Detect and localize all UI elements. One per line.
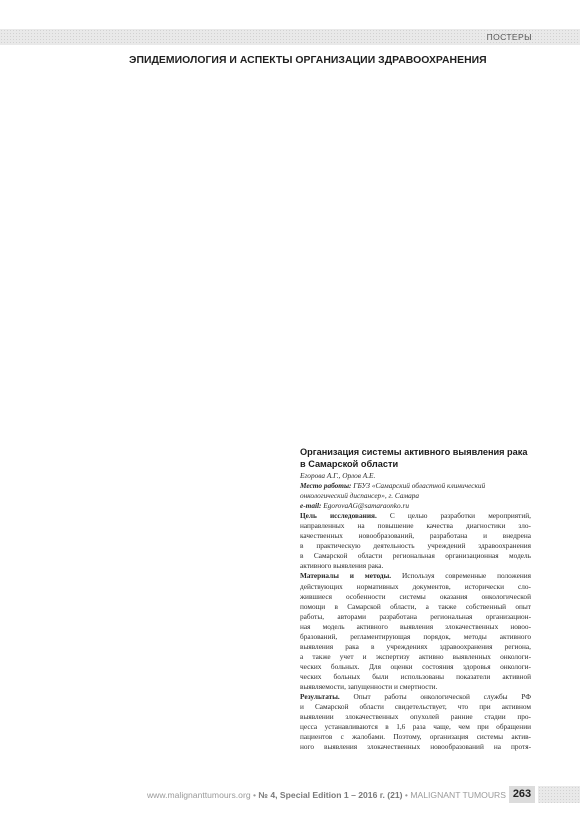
methods-line: выявляемости, запущенности и смертности. xyxy=(300,681,438,691)
workplace-text: ГБУЗ «Самарский областной клинический xyxy=(351,481,486,491)
methods-line: ческих больных. Для оценки состояния здоровья онкологи- xyxy=(300,661,531,671)
methods-line: ная модель активного выявления злокачественных новоо- xyxy=(300,621,531,631)
results-line: и Самарской области свидетельствует, что при активном xyxy=(300,702,531,712)
goal-label: Цель исследования. xyxy=(300,511,377,521)
methods-line: помощи в Самарской области, а также собственный опыт xyxy=(300,601,531,611)
goal-line: в Самарской области региональная организационная модель xyxy=(300,551,531,561)
email-label: e-mail: xyxy=(300,501,322,511)
footer-journal: MALIGNANT TUMOURS xyxy=(410,790,506,800)
methods-line: бразований, регламентирующая порядок, методы активного xyxy=(300,631,531,641)
article-title xyxy=(300,447,531,470)
page-footer xyxy=(0,786,580,806)
footer-issue: № 4, Special Edition 1 – 2016 г. (21) xyxy=(258,790,403,800)
methods-label: Материалы и методы. xyxy=(300,571,392,581)
workplace-label: Место работы: xyxy=(300,481,352,491)
methods-line: ческих больных были использованы показатели активной xyxy=(300,671,531,681)
authors: Егорова А.Г., Орлов А.Е. xyxy=(300,471,376,480)
footer-separator: • xyxy=(250,790,259,800)
methods-paragraph-line xyxy=(300,571,531,581)
section-label: ПОСТЕРЫ xyxy=(486,32,532,42)
goal-line: качественных новообразований, разработана и внедрена xyxy=(300,531,531,541)
results-line: ного выявления злокачественных новообразований на протя- xyxy=(300,742,531,752)
footer-site-link[interactable]: www.malignanttumours.org xyxy=(146,790,251,800)
rubric-title: ЭПИДЕМИОЛОГИЯ И АСПЕКТЫ ОРГАНИЗАЦИИ ЗДРАВООХРАНЕНИЯ xyxy=(129,55,487,66)
workplace xyxy=(300,481,531,491)
email-address[interactable]: EgorovaAG@samaraonko.ru xyxy=(321,501,409,511)
methods-line: жившиеся особенности системы оказания онкологической xyxy=(300,591,531,601)
results-paragraph-line xyxy=(300,692,531,702)
results-label: Результаты. xyxy=(300,692,340,702)
methods-line: выявления рака в учреждениях здравоохранения региона, xyxy=(300,641,531,651)
goal-line: направленных на повышение качества диагностики зло- xyxy=(300,521,531,531)
article xyxy=(300,447,531,752)
workplace-line: онкологический диспансер», г. Самара xyxy=(300,491,420,501)
email xyxy=(300,501,531,511)
footer-text xyxy=(147,790,506,800)
results-line: цесса устанавливаются в 1,6 раза чаще, чем при обращении xyxy=(300,722,531,732)
goal-text: С целью разработки мероприятий, xyxy=(376,511,531,521)
methods-text: Используя современные положения xyxy=(391,571,531,581)
methods-line: а также учет и экспертизу активно выявленных онкологи- xyxy=(300,651,531,661)
page-number: 263 xyxy=(509,786,535,803)
results-text: Опыт работы онкологической службы РФ xyxy=(339,692,531,702)
footer-band xyxy=(538,786,580,803)
footer-separator: • xyxy=(402,790,411,800)
methods-line: работы, авторами разработана региональная организацион- xyxy=(300,611,531,621)
goal-line: активного выявления рака. xyxy=(300,561,384,571)
article-title-line: в Самарской области xyxy=(300,458,399,469)
results-line: пациентов с жалобами. Поэтому, организация системы актив- xyxy=(300,732,531,742)
goal-line: в практическую деятельность учреждений здравоохранения xyxy=(300,541,531,551)
article-title-line: Организация системы активного выявления рака xyxy=(300,447,528,457)
methods-line: действующих нормативных документов, исторически сло- xyxy=(300,581,531,591)
results-line: выявлении злокачественных опухолей ранние стадии про- xyxy=(300,712,531,722)
goal-paragraph-line xyxy=(300,511,531,521)
